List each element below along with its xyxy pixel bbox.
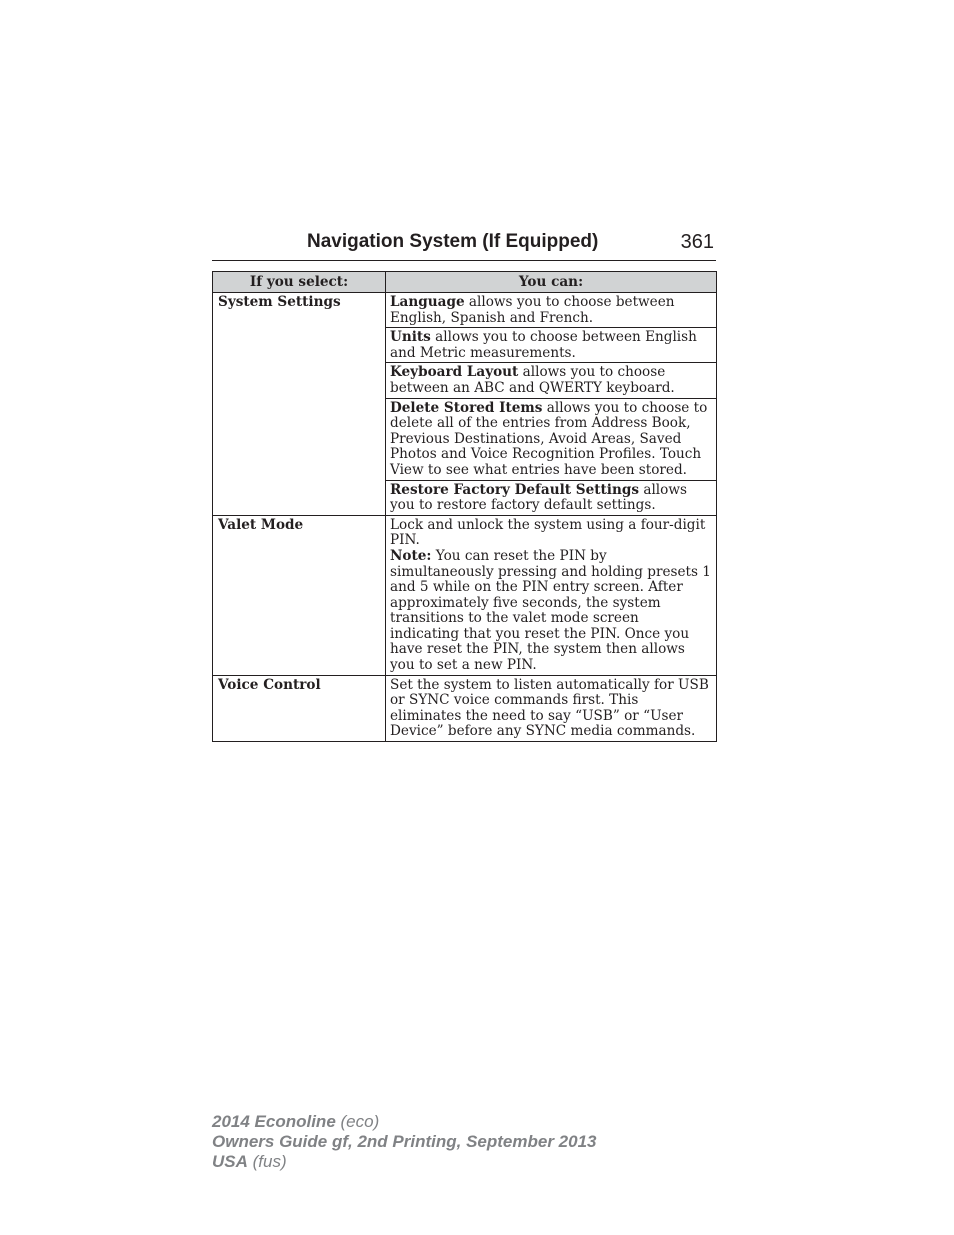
cell-valet-mode <box>386 515 717 675</box>
term-delete-stored-items: Delete Stored Items <box>390 399 543 416</box>
note-text: You can reset the PIN by simultaneously pressing and holding presets 1 and 5 while on the PIN entry screen. After approximately five seconds, the system transitions to the valet mode screen indicating that you reset the PIN. Once you have reset the PIN, the system then allows you to set a new PIN. <box>390 547 711 674</box>
settings-table <box>212 271 717 742</box>
column-header-you-can: You can: <box>386 272 717 293</box>
row-label-system-settings: System Settings <box>213 293 386 516</box>
page-number: 361 <box>680 231 714 253</box>
desc-restore-defaults: allows you to restore factory default settings. <box>390 481 687 514</box>
section-title: Navigation System (If Equipped) <box>307 231 599 252</box>
page-footer <box>212 1112 596 1172</box>
column-header-select: If you select: <box>213 272 386 293</box>
valet-mode-text: Lock and unlock the system using a four-digit PIN. <box>390 516 706 549</box>
cell-voice-control: Set the system to listen automatically for USB or SYNC voice commands first. This eliminates the need to say “USB” or “User Device” before any SYNC media commands. <box>386 675 717 741</box>
cell-keyboard-layout <box>386 363 717 398</box>
table-row <box>213 515 717 675</box>
footer-line-model <box>212 1112 596 1132</box>
footer-guide-info: Owners Guide gf, 2nd Printing, September 2013 <box>212 1132 597 1151</box>
table-row <box>213 675 717 741</box>
note-label: Note: <box>390 547 432 564</box>
table-row <box>213 293 717 328</box>
page-header <box>212 228 716 261</box>
cell-language <box>386 293 717 328</box>
footer-market: USA <box>212 1152 248 1171</box>
cell-restore-defaults <box>386 480 717 515</box>
desc-language: allows you to choose between English, Spanish and French. <box>390 294 675 326</box>
footer-model-code: (eco) <box>335 1112 380 1131</box>
footer-line-market <box>212 1152 596 1172</box>
term-keyboard-layout: Keyboard Layout <box>390 364 519 381</box>
table-header-row <box>213 272 717 293</box>
row-label-voice-control: Voice Control <box>213 675 386 741</box>
term-restore-defaults: Restore Factory Default Settings <box>390 481 640 498</box>
term-language: Language <box>390 294 465 310</box>
footer-market-code: (fus) <box>247 1152 287 1171</box>
footer-model: 2014 Econoline <box>212 1112 336 1131</box>
desc-keyboard-layout: allows you to choose between an ABC and QWERTY keyboard. <box>390 364 675 396</box>
row-label-valet-mode: Valet Mode <box>213 515 386 675</box>
desc-units: allows you to choose between English and Metric measurements. <box>390 329 697 361</box>
term-units: Units <box>390 329 431 346</box>
cell-units <box>386 328 717 363</box>
desc-delete-stored-items: allows you to choose to delete all of the entries from Address Book, Previous Destinations, Avoid Areas, Saved Photos and Voice Recognition Profiles. Touch View to see what entries have been stored. <box>390 399 708 478</box>
cell-delete-stored-items <box>386 398 717 480</box>
